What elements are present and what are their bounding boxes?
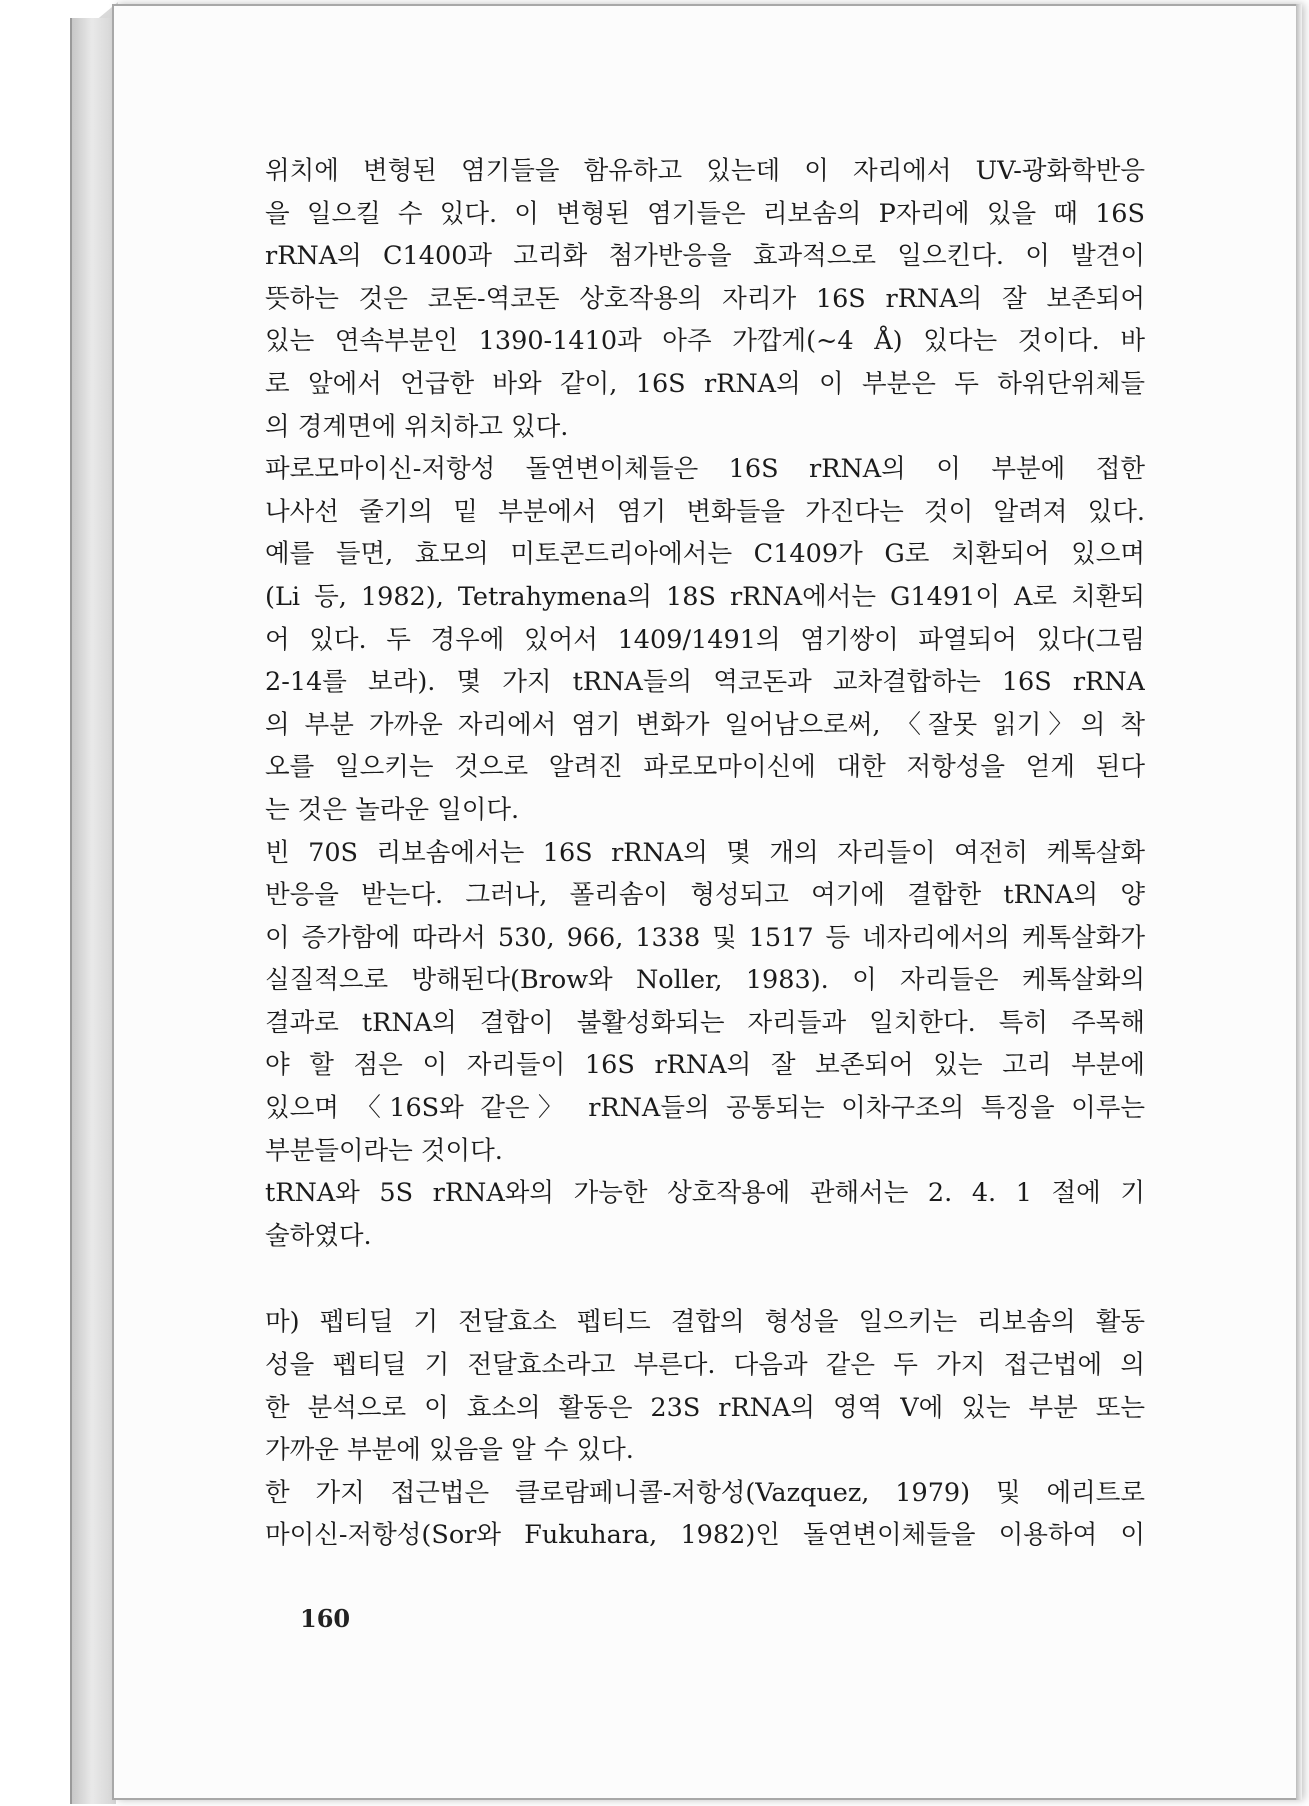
book-spine bbox=[70, 18, 116, 1804]
text-line: 는 것은 놀라운 일이다. bbox=[265, 794, 520, 825]
body-text bbox=[265, 150, 1145, 1557]
text-line: tRNA와 5S rRNA와의 가능한 상호작용에 관해서는 2. 4. 1 절에 기 bbox=[265, 1178, 1145, 1209]
section-gap bbox=[265, 1257, 1145, 1301]
text-line: 을 일으킬 수 있다. 이 변형된 염기들은 리보솜의 P자리에 있을 때 16S bbox=[265, 198, 1145, 229]
page-number: 160 bbox=[300, 1604, 351, 1633]
text-line: 2-14를 보라). 몇 가지 tRNA들의 역코돈과 교차결합하는 16S rRNA bbox=[265, 667, 1145, 698]
text-line: 결과로 tRNA의 결합이 불활성화되는 자리들과 일치한다. 특히 주목해 bbox=[265, 1007, 1145, 1038]
text-line: 야 할 점은 이 자리들이 16S rRNA의 잘 보존되어 있는 고리 부분에 bbox=[265, 1050, 1145, 1081]
text-line: 술하였다. bbox=[265, 1220, 372, 1251]
text-line: 한 분석으로 이 효소의 활동은 23S rRNA의 영역 V에 있는 부분 또는 bbox=[265, 1392, 1145, 1423]
text-line: 파로모마이신-저항성 돌연변이체들은 16S rRNA의 이 부분에 접한 bbox=[265, 454, 1145, 485]
text-line: 나사선 줄기의 밑 부분에서 염기 변화들을 가진다는 것이 알려져 있다. bbox=[265, 496, 1145, 527]
text-line: 뜻하는 것은 코돈-역코돈 상호작용의 자리가 16S rRNA의 잘 보존되어 bbox=[265, 283, 1145, 314]
text-line: 예를 들면, 효모의 미토콘드리아에서는 C1409가 G로 치환되어 있으며 bbox=[265, 539, 1145, 570]
text-line: 이 증가함에 따라서 530, 966, 1338 및 1517 등 네자리에서의 케톡살화가 bbox=[265, 922, 1145, 953]
text-line: 의 경계면에 위치하고 있다. bbox=[265, 411, 569, 442]
text-line: 반응을 받는다. 그러나, 폴리솜이 형성되고 여기에 결합한 tRNA의 양 bbox=[265, 880, 1145, 911]
text-line: 한 가지 접근법은 클로람페니콜-저항성(Vazquez, 1979) 및 에리트로 bbox=[265, 1477, 1145, 1508]
text-line: 위치에 변형된 염기들을 함유하고 있는데 이 자리에서 UV-광화학반응 bbox=[265, 156, 1145, 186]
text-line: 오를 일으키는 것으로 알려진 파로모마이신에 대한 저항성을 얻게 된다 bbox=[265, 752, 1145, 783]
text-line: 마이신-저항성(Sor와 Fukuhara, 1982)인 돌연변이체들을 이용하여 이 bbox=[265, 1520, 1145, 1551]
text-line: 마) 펩티딜 기 전달효소 펩티드 결합의 형성을 일으키는 리보솜의 활동 bbox=[265, 1307, 1145, 1338]
text-line: 로 앞에서 언급한 바와 같이, 16S rRNA의 이 부분은 두 하위단위체들 bbox=[265, 368, 1145, 399]
text-line: 성을 펩티딜 기 전달효소라고 부른다. 다음과 같은 두 가지 접근법에 의 bbox=[265, 1350, 1145, 1381]
page-edge bbox=[1296, 4, 1302, 1800]
text-line: 가까운 부분에 있음을 알 수 있다. bbox=[265, 1435, 634, 1466]
text-line: 빈 70S 리보솜에서는 16S rRNA의 몇 개의 자리들이 여전히 케톡살화 bbox=[265, 837, 1145, 868]
text-line: 어 있다. 두 경우에 있어서 1409/1491의 염기쌍이 파열되어 있다(그림 bbox=[265, 624, 1145, 655]
text-line: 있는 연속부분인 1390-1410과 아주 가깝게(~4 Å) 있다는 것이다. 바 bbox=[265, 326, 1145, 357]
text-line: 부분들이라는 것이다. bbox=[265, 1135, 503, 1166]
text-line: 의 부분 가까운 자리에서 염기 변화가 일어남으로써, 〈잘못 읽기〉의 착 bbox=[265, 709, 1145, 740]
text-line: 있으며 〈16S와 같은〉 rRNA들의 공통되는 이차구조의 특징을 이루는 bbox=[265, 1093, 1145, 1124]
text-line: (Li 등, 1982), Tetrahymena의 18S rRNA에서는 G1491이 A로 치환되 bbox=[265, 581, 1145, 612]
text-line: rRNA의 C1400과 고리화 첨가반응을 효과적으로 일으킨다. 이 발견이 bbox=[265, 241, 1145, 272]
text-line: 실질적으로 방해된다(Brow와 Noller, 1983). 이 자리들은 케톡살화의 bbox=[265, 965, 1145, 996]
